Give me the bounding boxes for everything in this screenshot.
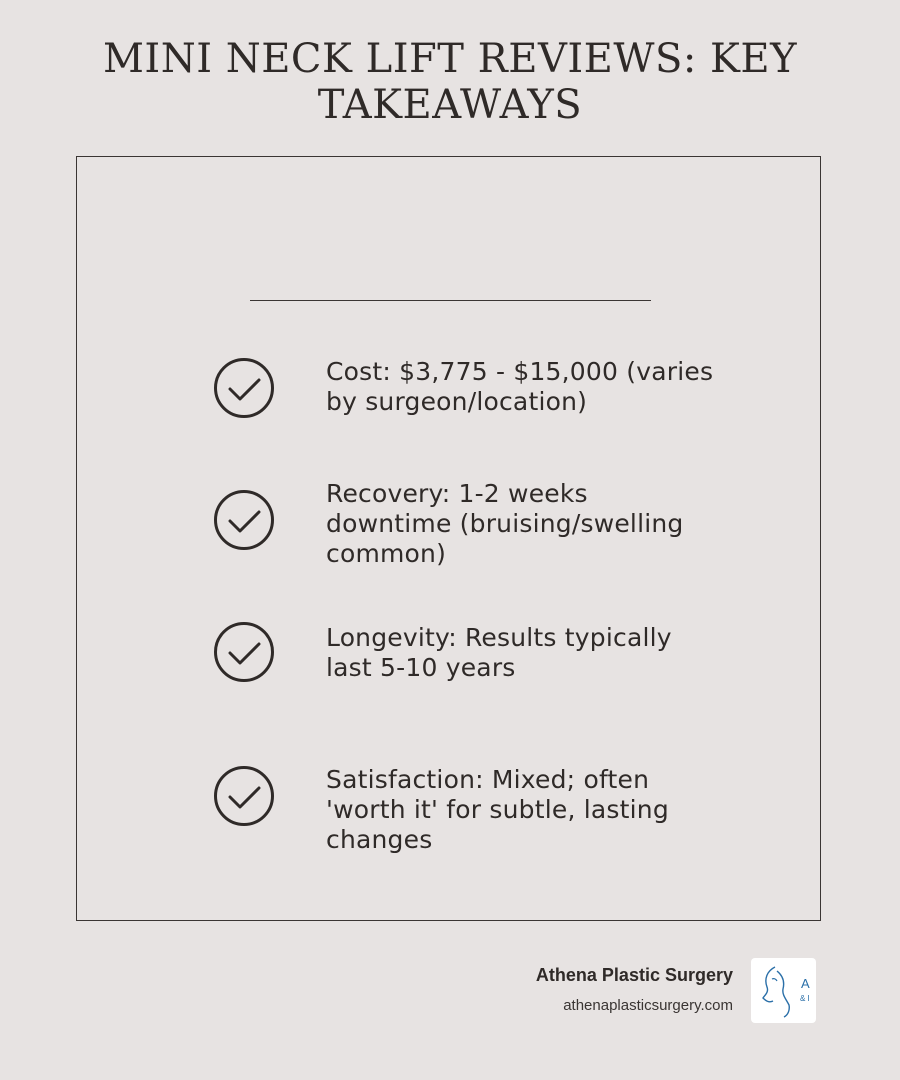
check-circle-icon xyxy=(213,489,275,551)
takeaway-text xyxy=(326,357,746,417)
takeaway-line: Recovery: 1-2 weeks xyxy=(326,479,588,508)
check-circle-icon xyxy=(213,765,275,827)
check-circle-icon xyxy=(213,621,275,683)
takeaway-line: changes xyxy=(326,825,433,854)
page-title-line-1: MINI NECK LIFT REVIEWS: KEY xyxy=(102,36,798,82)
takeaway-text xyxy=(326,623,746,683)
face-profile-icon xyxy=(755,961,799,1021)
takeaway-line: 'worth it' for subtle, lasting xyxy=(326,795,669,824)
logo-letter: A xyxy=(801,976,810,991)
takeaway-text xyxy=(326,479,746,569)
page-title-line-2: TAKEAWAYS xyxy=(317,82,583,128)
takeaway-line: Cost: $3,775 - $15,000 (varies xyxy=(326,357,714,386)
takeaway-text xyxy=(326,765,746,855)
brand-name: Athena Plastic Surgery xyxy=(535,965,733,985)
takeaway-line: Longevity: Results typically xyxy=(326,623,672,652)
takeaway-line: by surgeon/location) xyxy=(326,387,588,416)
page-title xyxy=(0,36,900,128)
brand-logo xyxy=(751,958,816,1023)
takeaways-card xyxy=(76,156,821,921)
takeaway-line: common) xyxy=(326,539,447,568)
brand-url[interactable]: athenaplasticsurgery.com xyxy=(563,997,733,1014)
divider-line xyxy=(250,300,651,301)
check-circle-icon xyxy=(213,357,275,419)
takeaway-line: Satisfaction: Mixed; often xyxy=(326,765,650,794)
logo-subtext: & I xyxy=(800,994,810,1003)
takeaway-line: downtime (bruising/swelling xyxy=(326,509,684,538)
takeaway-line: last 5-10 years xyxy=(326,653,516,682)
